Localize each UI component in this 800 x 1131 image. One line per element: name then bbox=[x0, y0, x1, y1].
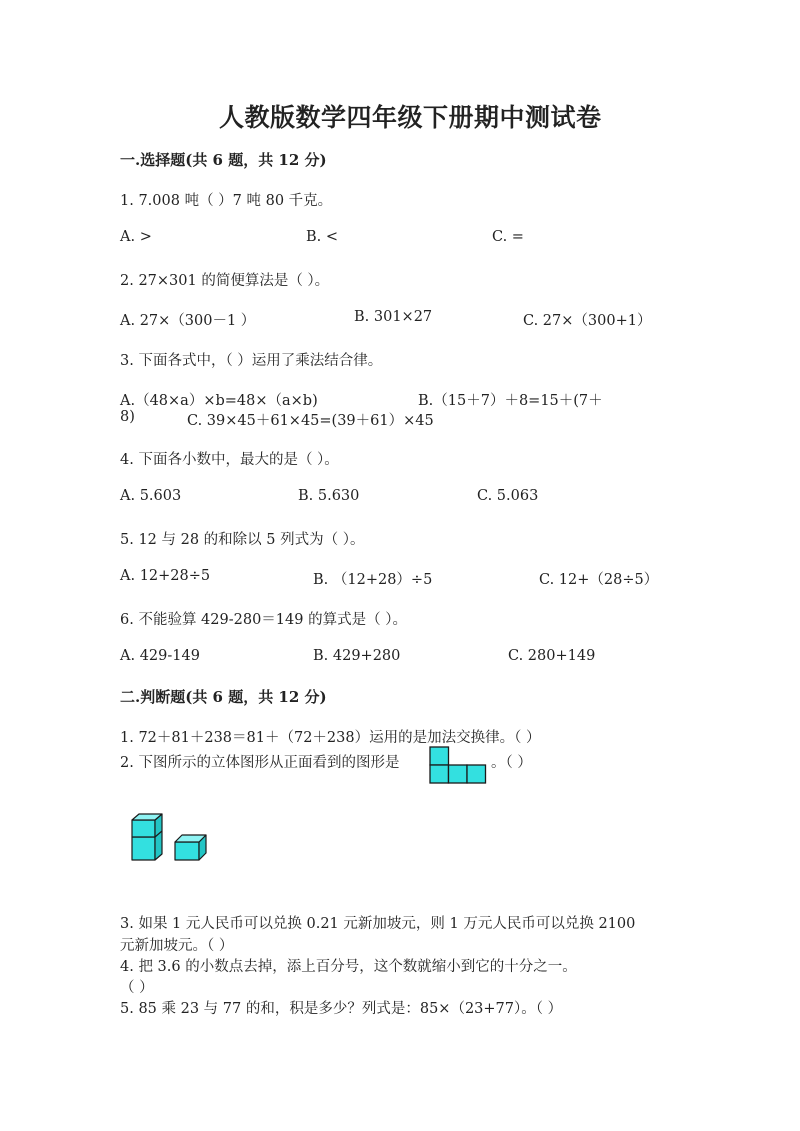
question-3-option-b-continued: 8) bbox=[120, 409, 135, 425]
question-1-stem: 1. 7.008 吨（ ）7 吨 80 千克。 bbox=[120, 193, 333, 209]
cube-face bbox=[132, 837, 155, 860]
question-3-stem: 3. 下面各式中，（ ）运用了乘法结合律。 bbox=[120, 353, 383, 369]
question-4-option-a: A. 5.603 bbox=[120, 488, 182, 504]
question-6-option-a: A. 429-149 bbox=[120, 648, 200, 664]
question-6-option-c: C. 280+149 bbox=[508, 648, 596, 664]
judge-question-4-line-2: （ ） bbox=[120, 980, 154, 996]
question-2-option-a: A. 27×（300－1 ） bbox=[120, 313, 256, 329]
judge-question-5: 5. 85 乘 23 与 77 的和，积是多少？列式是：85×（23+77）。（ ） bbox=[120, 1001, 563, 1017]
question-3-option-a: A.（48×a）×b=48×（a×b) bbox=[120, 393, 318, 409]
judge-question-2-stem: 2. 下图所示的立体图形从正面看到的图形是 bbox=[120, 755, 400, 771]
question-2-option-c: C. 27×（300+1） bbox=[523, 313, 652, 329]
judge-question-3-line-2: 元新加坡元。（ ） bbox=[120, 938, 234, 954]
question-6-stem: 6. 不能验算 429-280＝149 的算式是（ ）。 bbox=[120, 612, 407, 628]
front-view-square bbox=[467, 765, 486, 783]
question-1-option-a: A. > bbox=[120, 229, 152, 245]
question-2-option-b: B. 301×27 bbox=[354, 309, 433, 325]
question-1-option-c: C. = bbox=[492, 229, 524, 245]
question-4-stem: 4. 下面各小数中，最大的是（ ）。 bbox=[120, 452, 339, 468]
section-2-heading: 二.判断题(共 6 题，共 12 分) bbox=[120, 688, 327, 706]
question-6-option-b: B. 429+280 bbox=[313, 648, 401, 664]
front-view-shape bbox=[429, 746, 487, 784]
cube-face bbox=[175, 842, 199, 860]
judge-question-3-line-1: 3. 如果 1 元人民币可以兑换 0.21 元新加坡元，则 1 万元人民币可以兑换 2100 bbox=[120, 916, 636, 932]
judge-question-2-answer-blank: 。（ ） bbox=[491, 755, 532, 771]
question-2-stem: 2. 27×301 的简便算法是（ ）。 bbox=[120, 273, 330, 289]
cube-face bbox=[155, 814, 162, 860]
question-4-option-c: C. 5.063 bbox=[477, 488, 539, 504]
section-1-heading: 一.选择题(共 6 题，共 12 分) bbox=[120, 151, 327, 169]
question-5-stem: 5. 12 与 28 的和除以 5 列式为（ ）。 bbox=[120, 532, 365, 548]
question-3-option-b: B.（15＋7）＋8=15＋(7＋ bbox=[418, 393, 603, 409]
question-5-option-b: B. （12+28）÷5 bbox=[313, 572, 433, 588]
front-view-square bbox=[430, 747, 449, 765]
question-3-option-c: C. 39×45＋61×45=(39＋61）×45 bbox=[187, 413, 434, 429]
cube-face bbox=[132, 820, 155, 837]
question-4-option-b: B. 5.630 bbox=[298, 488, 360, 504]
solid-figure bbox=[130, 810, 212, 862]
question-5-option-a: A. 12+28÷5 bbox=[120, 568, 211, 584]
judge-question-1: 1. 72＋81＋238＝81＋（72＋238）运用的是加法交换律。（ ） bbox=[120, 730, 541, 746]
question-1-option-b: B. < bbox=[306, 229, 339, 245]
judge-question-4-line-1: 4. 把 3.6 的小数点去掉，添上百分号，这个数就缩小到它的十分之一。 bbox=[120, 959, 577, 975]
front-view-square bbox=[449, 765, 468, 783]
question-5-option-c: C. 12+（28÷5） bbox=[539, 572, 659, 588]
page-title: 人教版数学四年级下册期中测试卷 bbox=[219, 103, 602, 132]
front-view-square bbox=[430, 765, 449, 783]
